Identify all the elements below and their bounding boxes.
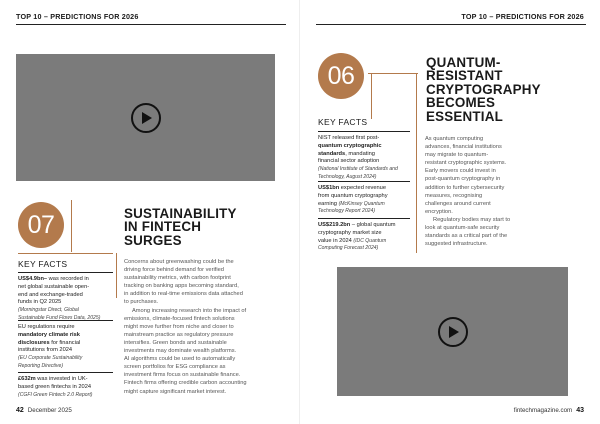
page-spine bbox=[299, 0, 300, 424]
play-icon[interactable] bbox=[131, 103, 161, 133]
key-fact: £632m was invested in UK- based green fintechs in 2024 (CGFI Green Fintech 2.0 Report) bbox=[18, 372, 113, 399]
folio-left: 42 December 2025 bbox=[16, 407, 72, 414]
running-head-right: TOP 10 – PREDICTIONS FOR 2026 bbox=[461, 12, 584, 21]
key-facts-label: KEY FACTS bbox=[318, 117, 368, 127]
accent-rule bbox=[368, 73, 418, 74]
prediction-number-badge: 07 bbox=[18, 202, 64, 248]
key-fact: US$219.2bn – global quantum cryptography market size value in 2024 (IDC Quantum Computing Forecast 2024) bbox=[318, 218, 410, 253]
key-facts-label: KEY FACTS bbox=[18, 259, 68, 269]
accent-divider bbox=[116, 253, 117, 298]
body-text-06: As quantum computing advances, financial institutions may migrate to quantum- resistant cryptographic systems. Early movers could invest in post-quantum cryptography in addition to further cybersecurity measures, recognising challenges around current encryption. Regulatory bodies may start to look at quantum-safe security standards as a critical part of the suggested infrastructure. bbox=[425, 136, 511, 248]
prediction-number-badge: 06 bbox=[318, 53, 364, 99]
body-text-07: Concerns about greenwashing could be the driving force behind demand for verified sustainability metrics, with carbon footprint tracking on banking apps becoming standard, in addition to real-time emissions data attached to purchases. Among increasing research into the impact of emissions, climate-focused fintech solutions might move further from niche and closer to mainstream practice as regulatory pressure intensifies. Green bonds and sustainable investments may dominate wealth platforms. AI algorithms could be used to automatically screen portfolios for ESG compliance as investment firms focus on sustainable finance. Fintech firms offering credible carbon accounting might capture significant market interest. bbox=[124, 259, 247, 395]
headline-06: QUANTUM- RESISTANT CRYPTOGRAPHY BECOMES ESSENTIAL bbox=[426, 55, 541, 124]
key-fact: EU regulations require mandatory climate risk disclosures for financial institutions from 2024 (EU Corporate Sustainability Reporting Directive) bbox=[18, 320, 113, 371]
key-fact: NIST released first post- quantum cryptographic standards, mandating financial sector adoption (National Institute of Standards and Technology, August 2024) bbox=[318, 131, 410, 182]
accent-divider bbox=[416, 73, 417, 253]
header-rule-left bbox=[16, 24, 286, 25]
key-fact: US$4.9bn– was recorded in net global sustainable open- end and exchange-traded funds in Q2 2025 (Morningstar Direct, Global Sustainable Fund Flows Data, 2025) bbox=[18, 272, 113, 323]
folio-right: fintechmagazine.com 43 bbox=[513, 407, 584, 414]
video-player-right[interactable] bbox=[337, 267, 568, 396]
play-icon[interactable] bbox=[438, 317, 468, 347]
running-head-left: TOP 10 – PREDICTIONS FOR 2026 bbox=[16, 12, 139, 21]
accent-divider bbox=[71, 200, 72, 252]
key-fact: US$1bn expected revenue from quantum cryptography earning (McKinsey Quantum Technology Report 2024) bbox=[318, 181, 410, 216]
header-rule-right bbox=[316, 24, 586, 25]
accent-divider bbox=[371, 73, 372, 119]
video-player-left[interactable] bbox=[16, 54, 275, 181]
headline-07: SUSTAINABILITY IN FINTECH SURGES bbox=[124, 206, 237, 248]
accent-rule bbox=[18, 253, 113, 254]
